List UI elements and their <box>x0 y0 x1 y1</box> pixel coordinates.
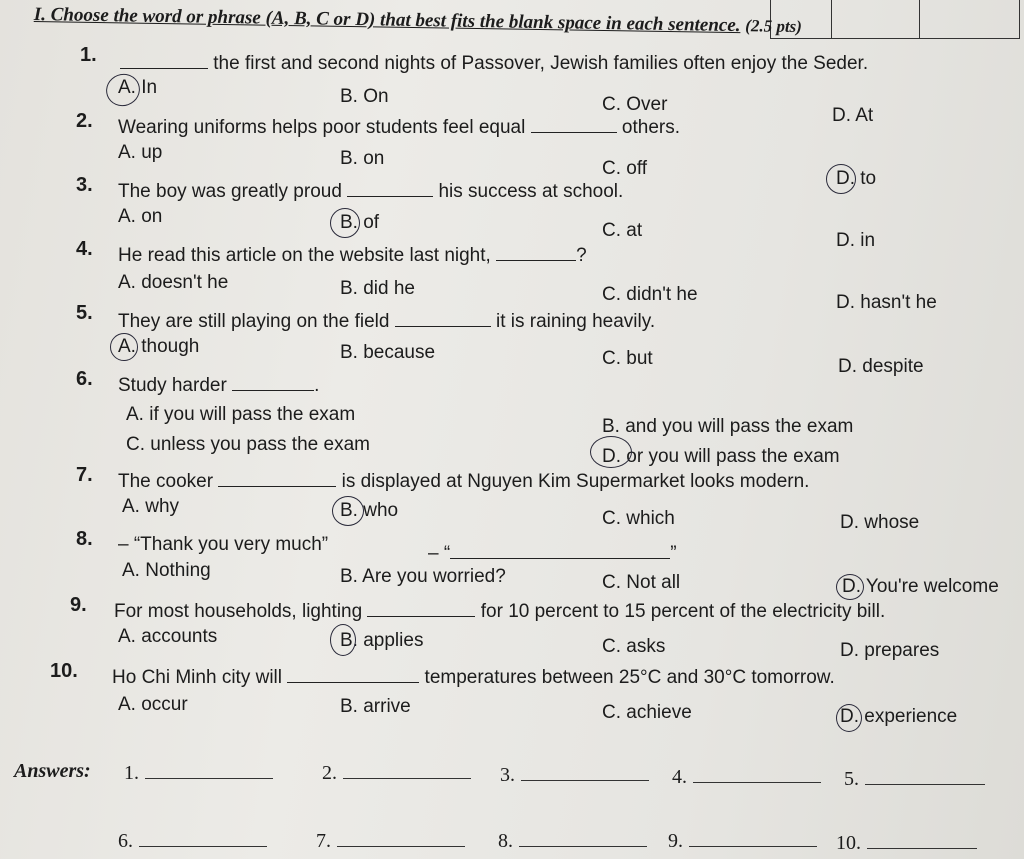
option-b[interactable]: B. did he <box>340 278 415 299</box>
answer-slot-6[interactable]: 6. <box>118 830 267 853</box>
option-c[interactable]: C. but <box>602 348 653 369</box>
question-stem: The boy was greatly proud his success at school. <box>118 178 623 203</box>
option-d[interactable]: D. despite <box>838 356 924 377</box>
selected-answer-mark <box>330 208 360 238</box>
question-stem: The cooker is displayed at Nguyen Kim Supermarket looks modern. <box>118 468 809 493</box>
option-d[interactable]: D. experience <box>840 706 958 727</box>
option-d[interactable]: D. to <box>836 168 877 189</box>
option-a[interactable]: A. accounts <box>118 626 218 647</box>
answer-slot-5[interactable]: 5. <box>844 768 985 791</box>
answer-slot-9[interactable]: 9. <box>668 830 817 853</box>
option-d[interactable]: D. whose <box>840 512 920 533</box>
option-d[interactable]: D. hasn't he <box>836 292 937 313</box>
question-number: 2. <box>76 110 93 132</box>
question-stem: – “Thank you very much” <box>118 534 329 555</box>
option-b[interactable]: B. on <box>340 148 385 169</box>
answers-label: Answers: <box>14 760 91 782</box>
option-c[interactable]: C. Over <box>602 94 668 115</box>
selected-answer-mark <box>332 496 364 526</box>
answer-slot-2[interactable]: 2. <box>322 762 471 785</box>
answer-slot-4[interactable]: 4. <box>672 766 821 789</box>
question-number: 6. <box>76 368 93 390</box>
option-d[interactable]: D. prepares <box>840 640 940 661</box>
answer-slot-3[interactable]: 3. <box>500 764 649 787</box>
question-5 <box>0 300 1024 377</box>
option-b[interactable]: B. of <box>340 212 380 233</box>
selected-answer-mark <box>330 624 356 656</box>
question-2 <box>0 108 1024 189</box>
question-9 <box>0 592 1024 661</box>
option-d[interactable]: D. or you will pass the exam <box>602 446 840 467</box>
question-number: 5. <box>76 302 93 324</box>
option-c[interactable]: C. asks <box>602 636 666 657</box>
heading-instruction: I. Choose the word or phrase (A, B, C or D) that best fits the blank space in each sentence. <box>33 4 741 37</box>
question-4 <box>0 236 1024 313</box>
answer-slot-8[interactable]: 8. <box>498 830 647 853</box>
option-b[interactable]: B. Are you worried? <box>340 566 506 587</box>
option-c[interactable]: C. unless you pass the exam <box>126 434 370 455</box>
question-number: 8. <box>76 528 93 550</box>
selected-answer-mark <box>836 704 862 732</box>
selected-answer-mark <box>110 333 138 361</box>
option-b[interactable]: B. On <box>340 86 389 107</box>
question-8 <box>0 526 1024 597</box>
question-response: – “ ” <box>428 540 677 565</box>
answer-slot-7[interactable]: 7. <box>316 830 465 853</box>
score-box <box>770 0 1020 39</box>
option-d[interactable]: D. in <box>836 230 876 251</box>
question-stem: Ho Chi Minh city will temperatures between 25°C and 30°C tomorrow. <box>112 664 835 689</box>
question-stem: They are still playing on the field it is raining heavily. <box>118 308 655 333</box>
option-b[interactable]: B. applies <box>340 630 424 651</box>
option-c[interactable]: C. off <box>602 158 648 179</box>
option-b[interactable]: B. because <box>340 342 436 363</box>
question-3 <box>0 172 1024 251</box>
question-stem: For most households, lighting for 10 percent to 15 percent of the electricity bill. <box>114 598 885 623</box>
question-number: 1. <box>80 44 97 66</box>
option-a[interactable]: A. on <box>118 206 163 227</box>
question-number: 7. <box>76 464 93 486</box>
question-6 <box>0 366 1024 467</box>
question-number: 4. <box>76 238 93 260</box>
option-a[interactable]: A. though <box>118 336 200 357</box>
option-a[interactable]: A. In <box>118 77 158 98</box>
option-a[interactable]: A. if you will pass the exam <box>126 404 356 425</box>
option-a[interactable]: A. Nothing <box>122 560 211 581</box>
question-number: 9. <box>70 594 87 616</box>
option-a[interactable]: A. occur <box>118 694 188 715</box>
option-d[interactable]: D. You're welcome <box>842 576 999 597</box>
option-b[interactable]: B. and you will pass the exam <box>602 416 854 437</box>
option-a[interactable]: A. why <box>122 496 180 517</box>
question-number: 3. <box>76 174 93 196</box>
question-stem: the first and second nights of Passover, Jewish families often enjoy the Seder. <box>120 50 868 75</box>
question-10 <box>0 658 1024 727</box>
question-7 <box>0 462 1024 533</box>
section-heading <box>34 4 802 38</box>
answer-slot-1[interactable]: 1. <box>124 762 273 785</box>
question-stem: He read this article on the website last night, ? <box>118 242 587 267</box>
heading-points: (2.5 pts) <box>745 16 803 37</box>
option-b[interactable]: B. arrive <box>340 696 411 717</box>
answer-slot-10[interactable]: 10. <box>836 832 977 855</box>
option-c[interactable]: C. which <box>602 508 675 529</box>
option-a[interactable]: A. doesn't he <box>118 272 229 293</box>
option-d[interactable]: D. At <box>832 105 874 126</box>
question-stem: Wearing uniforms helps poor students feel equal others. <box>118 114 680 139</box>
option-b[interactable]: B. who <box>340 500 399 521</box>
question-number: 10. <box>50 660 78 682</box>
option-c[interactable]: C. achieve <box>602 702 692 723</box>
option-c[interactable]: C. Not all <box>602 572 681 593</box>
option-c[interactable]: C. didn't he <box>602 284 698 305</box>
option-c[interactable]: C. at <box>602 220 643 241</box>
question-1 <box>0 44 1024 126</box>
question-stem: Study harder . <box>118 372 319 397</box>
option-a[interactable]: A. up <box>118 142 163 163</box>
